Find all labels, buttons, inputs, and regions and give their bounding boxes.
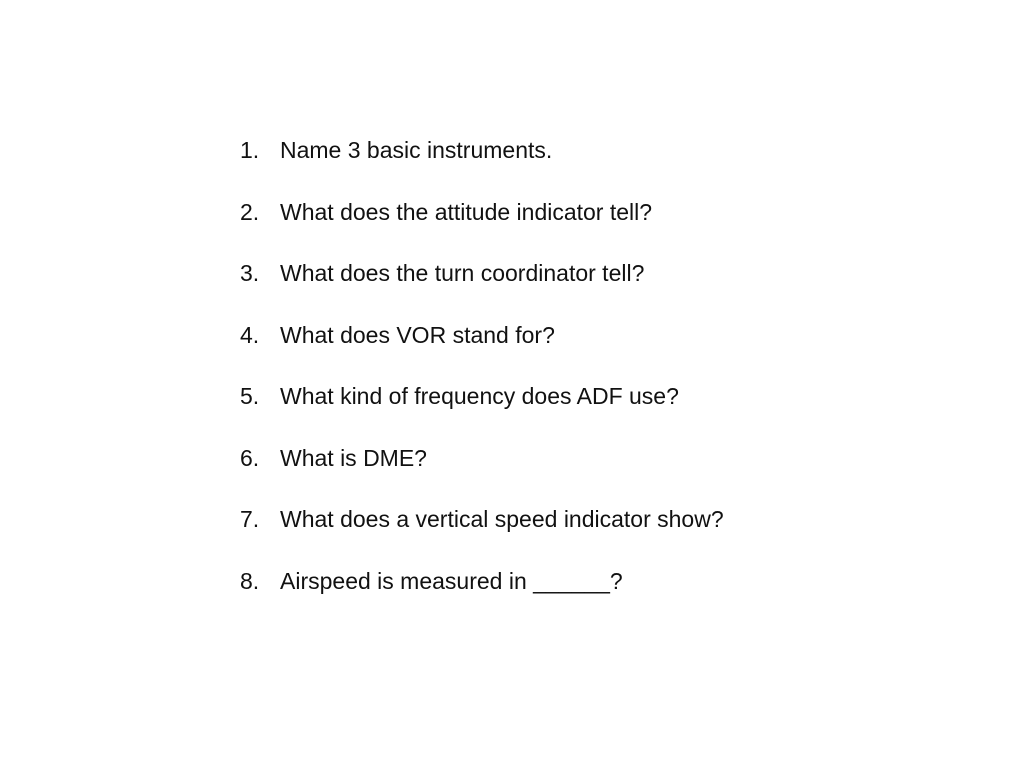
question-number: 2. (240, 198, 260, 225)
question-text: Name 3 basic instruments. (280, 137, 553, 163)
question-text: What does VOR stand for? (280, 321, 555, 348)
question-number: 8. (240, 567, 260, 594)
question-number: 3. (240, 260, 260, 286)
question-text: What does the turn coordinator tell? (280, 260, 645, 286)
question-number: 4. (240, 321, 260, 348)
question-text: What is DME? (280, 444, 427, 471)
question-text: What kind of frequency does ADF use? (280, 383, 679, 409)
question-number: 6. (240, 444, 260, 471)
question-number: 7. (240, 506, 260, 532)
question-number: 5. (240, 383, 260, 409)
question-text: What does the attitude indicator tell? (280, 198, 653, 225)
question-number: 1. (240, 137, 260, 163)
question-text: What does a vertical speed indicator show? (280, 506, 724, 532)
question-text: Airspeed is measured in ______? (280, 567, 623, 594)
